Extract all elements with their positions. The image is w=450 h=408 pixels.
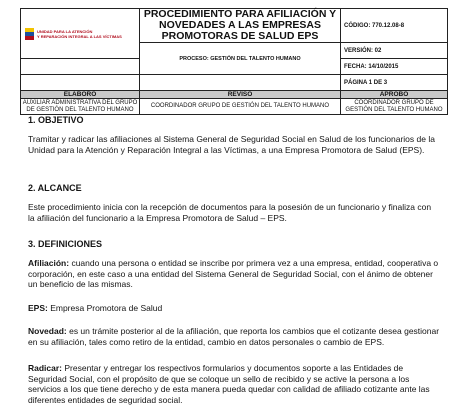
logo-text-line-2: Y REPARACIÓN INTEGRAL A LAS VÍCTIMAS	[37, 33, 122, 39]
logo-cell	[21, 9, 140, 59]
process-cell-spacer	[140, 75, 341, 91]
definition-text: Empresa Promotora de Salud	[47, 303, 163, 313]
definition-radicar	[28, 363, 440, 405]
section-heading-definiciones: 3. DEFINICIONES	[28, 239, 103, 249]
aprobo-heading: APROBÓ	[341, 91, 448, 99]
section-heading-objetivo: 1. OBJETIVO	[28, 115, 84, 125]
definition-text: Presentar y entregar los respectivos formularios y documentos soporte a las Entidades de Seguridad Social, con el propósito de que se coloque un sello de recibido y se active la persona a los servicios a los que tiene derecho y de esta manera pueda quedar con calidad de afiliado cotizante ante las diferentes entidades de seguridad social.	[28, 363, 430, 405]
definition-term: Novedad:	[28, 326, 67, 336]
document-code: CÓDIGO: 770.12.08-8	[341, 9, 448, 43]
elaboro-heading: ELABORÓ	[21, 91, 140, 99]
document-header-table	[20, 8, 448, 115]
definition-term: Afiliación:	[28, 258, 70, 268]
process-name: PROCESO: GESTIÓN DEL TALENTO HUMANO	[140, 43, 341, 75]
document-version: VERSIÓN: 02	[341, 43, 448, 59]
definition-text: es un trámite posterior al de la afiliación, que reporta los cambios que el cotizante desea gestionar en su afiliación, tales como retiro de la entidad, cambio en datos personales o cambio de EPS.	[28, 326, 440, 347]
document-date: FECHA: 14/10/2015	[341, 59, 448, 75]
logo-text-line-1: UNIDAD PARA LA ATENCIÓN	[37, 28, 93, 34]
logo-cell-bottom	[21, 59, 140, 75]
alcance-text: Este procedimiento inicia con la recepción de documentos para la posesión de un funcionario y finaliza con la afiliación del funcionario a la Empresa Promotora de Salud – EPS.	[28, 202, 432, 223]
section-heading-alcance: 2. ALCANCE	[28, 183, 82, 193]
reviso-heading: REVISÓ	[140, 91, 341, 99]
aprobo-value: COORDINADOR GRUPO DE GESTIÓN DEL TALENTO HUMANO	[341, 99, 448, 115]
definition-term: EPS:	[28, 303, 48, 313]
document-page-number: PÁGINA 1 DE 3	[341, 75, 448, 91]
definition-term: Radicar:	[28, 363, 63, 373]
logo-cell-spacer	[21, 75, 140, 91]
definition-afiliacion	[28, 258, 440, 290]
document-title: PROCEDIMIENTO PARA AFILIACIÓN Y NOVEDADES A LAS EMPRESAS PROMOTORAS DE SALUD EPS	[140, 9, 341, 43]
definition-text: cuando una persona o entidad se inscribe por primera vez a una empresa, entidad, cooperativa o corporación, en este caso a una entidad del Sistema General de Seguridad Social, con el ánimo de obtener un beneficio de las mismas.	[28, 258, 439, 290]
flag-icon	[25, 28, 34, 40]
organization-logo	[21, 12, 139, 56]
reviso-value: COORDINADOR GRUPO DE GESTIÓN DEL TALENTO HUMANO	[140, 99, 341, 115]
elaboro-value: AUXILIAR ADMINISTRATIVA DEL GRUPO DE GESTIÓN DEL TALENTO HUMANO	[21, 99, 140, 115]
definition-eps	[28, 303, 440, 314]
objetivo-text: Tramitar y radicar las afiliaciones al Sistema General de Seguridad Social en Salud de los funcionarios de la Unidad para la Atención y Reparación Integral a las Víctimas, a una Empresa Promotora de Salud (EPS).	[28, 134, 435, 155]
definition-novedad	[28, 326, 440, 347]
